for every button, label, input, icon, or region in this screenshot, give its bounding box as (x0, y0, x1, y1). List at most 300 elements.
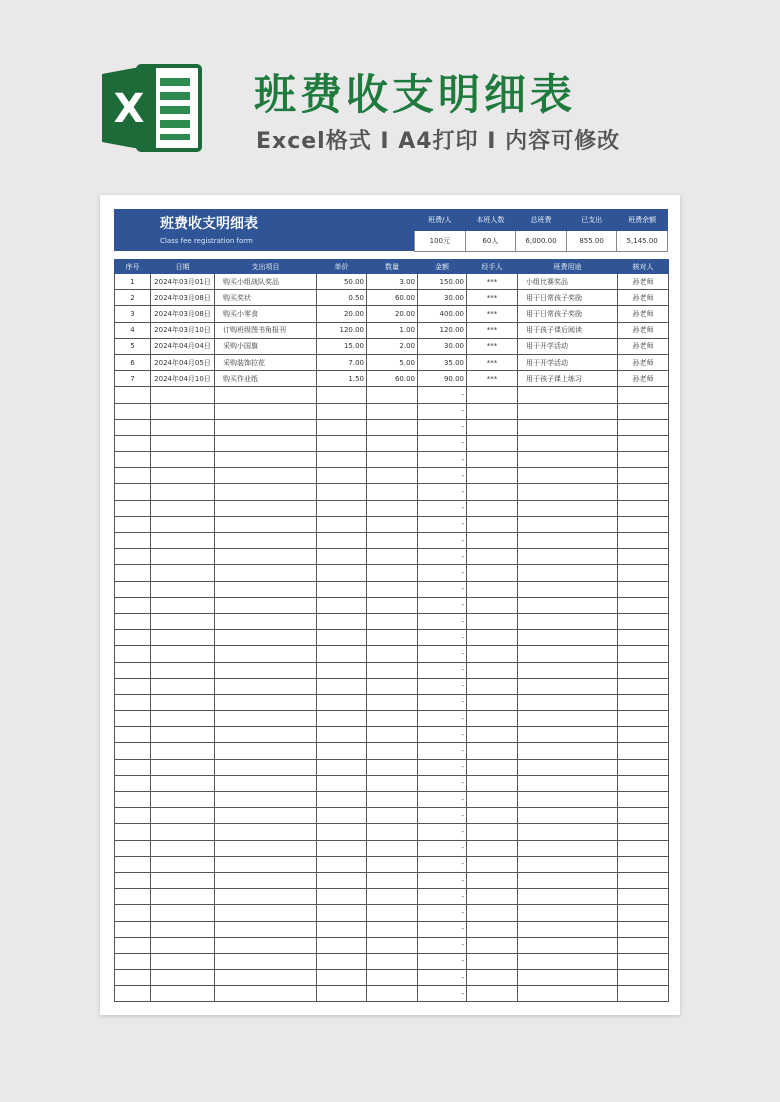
table-cell[interactable] (215, 970, 317, 986)
table-cell[interactable] (115, 613, 151, 629)
table-cell[interactable] (115, 775, 151, 791)
table-cell[interactable]: - (418, 840, 467, 856)
table-cell[interactable] (215, 549, 317, 565)
table-cell[interactable] (367, 808, 418, 824)
table-cell[interactable]: - (418, 792, 467, 808)
table-cell[interactable]: - (418, 387, 467, 403)
table-cell[interactable]: - (418, 549, 467, 565)
table-cell[interactable] (467, 759, 518, 775)
table-cell[interactable]: 0.50 (317, 290, 367, 306)
table-cell[interactable] (215, 953, 317, 969)
table-cell[interactable]: *** (467, 371, 518, 387)
table-cell[interactable] (115, 727, 151, 743)
summary-value[interactable]: 60人 (465, 231, 516, 252)
table-cell[interactable] (317, 646, 367, 662)
table-cell[interactable] (467, 549, 518, 565)
table-cell[interactable] (151, 452, 215, 468)
table-cell[interactable] (151, 937, 215, 953)
table-cell[interactable] (151, 808, 215, 824)
table-cell[interactable] (151, 889, 215, 905)
table-cell[interactable] (518, 516, 618, 532)
table-cell[interactable] (618, 921, 669, 937)
table-cell[interactable] (115, 435, 151, 451)
table-cell[interactable] (518, 419, 618, 435)
table-cell[interactable] (317, 452, 367, 468)
table-cell[interactable]: 2024年03月08日 (151, 290, 215, 306)
table-cell[interactable]: *** (467, 354, 518, 370)
table-cell[interactable]: - (418, 743, 467, 759)
table-cell[interactable] (151, 678, 215, 694)
table-cell[interactable] (115, 468, 151, 484)
table-cell[interactable] (618, 549, 669, 565)
table-cell[interactable]: 5.00 (367, 354, 418, 370)
table-cell[interactable] (618, 808, 669, 824)
table-cell[interactable] (367, 581, 418, 597)
table-cell[interactable] (151, 921, 215, 937)
table-cell[interactable] (467, 905, 518, 921)
table-cell[interactable] (115, 419, 151, 435)
table-cell[interactable]: - (418, 872, 467, 888)
table-cell[interactable] (467, 953, 518, 969)
table-cell[interactable] (618, 500, 669, 516)
table-cell[interactable] (618, 403, 669, 419)
table-cell[interactable] (518, 808, 618, 824)
table-cell[interactable]: - (418, 678, 467, 694)
table-cell[interactable] (618, 759, 669, 775)
table-cell[interactable] (467, 775, 518, 791)
table-cell[interactable] (618, 613, 669, 629)
table-cell[interactable] (151, 840, 215, 856)
table-cell[interactable] (317, 856, 367, 872)
table-cell[interactable]: 购买作业纸 (215, 371, 317, 387)
table-cell[interactable] (317, 581, 367, 597)
table-cell[interactable] (317, 516, 367, 532)
table-cell[interactable]: - (418, 905, 467, 921)
table-cell[interactable]: 7.00 (317, 354, 367, 370)
table-cell[interactable]: *** (467, 338, 518, 354)
table-cell[interactable] (215, 792, 317, 808)
table-cell[interactable]: 用于开学活动 (518, 338, 618, 354)
table-cell[interactable] (518, 387, 618, 403)
table-cell[interactable] (518, 824, 618, 840)
table-cell[interactable] (115, 921, 151, 937)
table-cell[interactable] (518, 484, 618, 500)
table-cell[interactable]: 孙老师 (618, 322, 669, 338)
table-cell[interactable] (151, 662, 215, 678)
table-cell[interactable] (467, 711, 518, 727)
table-cell[interactable] (618, 419, 669, 435)
table-cell[interactable] (618, 727, 669, 743)
table-cell[interactable] (115, 581, 151, 597)
table-cell[interactable]: 120.00 (317, 322, 367, 338)
table-cell[interactable]: 用于日常孩子奖励 (518, 306, 618, 322)
table-cell[interactable] (115, 856, 151, 872)
table-cell[interactable] (151, 387, 215, 403)
table-cell[interactable] (215, 468, 317, 484)
table-cell[interactable] (518, 937, 618, 953)
table-cell[interactable]: 2024年04月04日 (151, 338, 215, 354)
table-cell[interactable] (618, 516, 669, 532)
table-cell[interactable] (317, 792, 367, 808)
table-cell[interactable] (115, 678, 151, 694)
table-cell[interactable] (215, 516, 317, 532)
table-cell[interactable] (151, 792, 215, 808)
table-cell[interactable] (317, 889, 367, 905)
table-cell[interactable] (115, 759, 151, 775)
table-cell[interactable] (215, 435, 317, 451)
table-cell[interactable] (518, 889, 618, 905)
table-cell[interactable]: - (418, 662, 467, 678)
table-cell[interactable] (367, 937, 418, 953)
table-cell[interactable]: - (418, 516, 467, 532)
table-cell[interactable] (115, 500, 151, 516)
table-cell[interactable] (215, 824, 317, 840)
table-cell[interactable]: 购买奖状 (215, 290, 317, 306)
table-cell[interactable] (115, 986, 151, 1002)
table-cell[interactable] (467, 694, 518, 710)
table-cell[interactable] (151, 630, 215, 646)
table-cell[interactable]: 60.00 (367, 290, 418, 306)
table-cell[interactable]: - (418, 403, 467, 419)
table-cell[interactable] (215, 419, 317, 435)
table-cell[interactable] (317, 597, 367, 613)
table-cell[interactable] (467, 484, 518, 500)
table-cell[interactable]: 400.00 (418, 306, 467, 322)
table-cell[interactable]: 用于开学活动 (518, 354, 618, 370)
table-cell[interactable] (367, 824, 418, 840)
table-cell[interactable] (467, 889, 518, 905)
table-cell[interactable]: 孙老师 (618, 274, 669, 290)
table-cell[interactable] (151, 970, 215, 986)
table-cell[interactable]: 2024年03月10日 (151, 322, 215, 338)
table-cell[interactable] (467, 970, 518, 986)
table-cell[interactable] (215, 808, 317, 824)
table-cell[interactable] (317, 678, 367, 694)
table-cell[interactable] (151, 419, 215, 435)
table-cell[interactable] (151, 468, 215, 484)
table-cell[interactable]: 采购装饰拉花 (215, 354, 317, 370)
table-cell[interactable] (367, 613, 418, 629)
table-cell[interactable] (115, 824, 151, 840)
table-cell[interactable] (467, 419, 518, 435)
table-cell[interactable] (215, 856, 317, 872)
table-cell[interactable] (317, 970, 367, 986)
table-cell[interactable] (618, 387, 669, 403)
table-cell[interactable]: - (418, 484, 467, 500)
table-cell[interactable]: - (418, 468, 467, 484)
table-cell[interactable]: - (418, 759, 467, 775)
table-cell[interactable] (367, 549, 418, 565)
table-cell[interactable]: 50.00 (317, 274, 367, 290)
table-cell[interactable] (467, 435, 518, 451)
table-cell[interactable] (115, 549, 151, 565)
table-cell[interactable]: - (418, 419, 467, 435)
table-cell[interactable] (367, 743, 418, 759)
table-cell[interactable]: 采购小国旗 (215, 338, 317, 354)
table-cell[interactable] (467, 516, 518, 532)
table-cell[interactable]: - (418, 824, 467, 840)
table-cell[interactable]: *** (467, 306, 518, 322)
table-cell[interactable] (367, 533, 418, 549)
table-cell[interactable] (618, 872, 669, 888)
table-cell[interactable] (618, 889, 669, 905)
table-cell[interactable]: - (418, 727, 467, 743)
table-cell[interactable] (151, 856, 215, 872)
table-cell[interactable] (367, 630, 418, 646)
table-cell[interactable] (518, 953, 618, 969)
table-cell[interactable] (618, 597, 669, 613)
table-cell[interactable]: 6 (115, 354, 151, 370)
table-cell[interactable] (115, 646, 151, 662)
table-cell[interactable] (215, 872, 317, 888)
table-cell[interactable] (518, 597, 618, 613)
table-cell[interactable] (467, 808, 518, 824)
table-cell[interactable] (518, 986, 618, 1002)
table-cell[interactable]: - (418, 953, 467, 969)
table-cell[interactable]: *** (467, 290, 518, 306)
table-cell[interactable] (618, 840, 669, 856)
table-cell[interactable]: 15.00 (317, 338, 367, 354)
table-cell[interactable]: 订购班级图书角报刊 (215, 322, 317, 338)
table-cell[interactable] (367, 953, 418, 969)
table-cell[interactable]: 120.00 (418, 322, 467, 338)
table-cell[interactable] (115, 743, 151, 759)
table-cell[interactable] (518, 856, 618, 872)
table-cell[interactable]: 购买小组战队奖品 (215, 274, 317, 290)
summary-value[interactable]: 100元 (415, 231, 466, 252)
table-cell[interactable] (115, 516, 151, 532)
table-cell[interactable] (215, 387, 317, 403)
table-cell[interactable]: 60.00 (367, 371, 418, 387)
table-cell[interactable] (115, 840, 151, 856)
table-cell[interactable] (367, 646, 418, 662)
table-cell[interactable] (367, 565, 418, 581)
table-cell[interactable] (151, 759, 215, 775)
table-cell[interactable] (215, 986, 317, 1002)
table-cell[interactable] (151, 727, 215, 743)
table-cell[interactable] (467, 500, 518, 516)
summary-value[interactable]: 6,000.00 (516, 231, 567, 252)
table-cell[interactable] (151, 581, 215, 597)
table-cell[interactable] (317, 840, 367, 856)
table-cell[interactable] (518, 533, 618, 549)
table-cell[interactable]: - (418, 937, 467, 953)
table-cell[interactable] (467, 452, 518, 468)
table-cell[interactable] (215, 565, 317, 581)
table-cell[interactable] (367, 986, 418, 1002)
table-cell[interactable]: 35.00 (418, 354, 467, 370)
table-cell[interactable]: - (418, 889, 467, 905)
summary-value[interactable]: 855.00 (566, 231, 617, 252)
table-cell[interactable] (151, 905, 215, 921)
table-cell[interactable]: 150.00 (418, 274, 467, 290)
table-cell[interactable] (518, 500, 618, 516)
table-cell[interactable] (215, 403, 317, 419)
table-cell[interactable] (115, 905, 151, 921)
table-cell[interactable]: 用于孩子课后阅读 (518, 322, 618, 338)
table-cell[interactable] (367, 775, 418, 791)
table-cell[interactable] (518, 613, 618, 629)
table-cell[interactable] (467, 792, 518, 808)
table-cell[interactable] (367, 727, 418, 743)
table-cell[interactable] (317, 549, 367, 565)
table-cell[interactable] (618, 662, 669, 678)
table-cell[interactable] (317, 662, 367, 678)
table-cell[interactable] (215, 500, 317, 516)
table-cell[interactable] (367, 403, 418, 419)
table-cell[interactable] (467, 613, 518, 629)
table-cell[interactable]: 20.00 (367, 306, 418, 322)
table-cell[interactable] (317, 387, 367, 403)
table-cell[interactable]: - (418, 646, 467, 662)
table-cell[interactable] (367, 840, 418, 856)
table-cell[interactable] (518, 549, 618, 565)
table-cell[interactable] (618, 856, 669, 872)
table-cell[interactable]: 购买小零食 (215, 306, 317, 322)
table-cell[interactable]: - (418, 597, 467, 613)
table-cell[interactable] (518, 630, 618, 646)
table-cell[interactable] (115, 889, 151, 905)
table-cell[interactable] (215, 921, 317, 937)
table-cell[interactable] (151, 597, 215, 613)
table-cell[interactable] (518, 970, 618, 986)
table-cell[interactable] (467, 630, 518, 646)
table-cell[interactable]: 用于日常孩子奖励 (518, 290, 618, 306)
table-cell[interactable] (215, 662, 317, 678)
table-cell[interactable] (115, 597, 151, 613)
table-cell[interactable] (115, 662, 151, 678)
table-cell[interactable] (367, 387, 418, 403)
table-cell[interactable] (151, 694, 215, 710)
table-cell[interactable] (618, 533, 669, 549)
table-cell[interactable] (367, 759, 418, 775)
table-cell[interactable] (518, 662, 618, 678)
table-cell[interactable] (467, 856, 518, 872)
table-cell[interactable] (115, 403, 151, 419)
table-cell[interactable] (317, 986, 367, 1002)
table-cell[interactable]: 小组比赛奖品 (518, 274, 618, 290)
table-cell[interactable] (467, 840, 518, 856)
table-cell[interactable] (518, 678, 618, 694)
table-cell[interactable] (115, 387, 151, 403)
table-cell[interactable] (151, 484, 215, 500)
table-cell[interactable]: 5 (115, 338, 151, 354)
table-cell[interactable] (215, 727, 317, 743)
table-cell[interactable] (518, 646, 618, 662)
table-cell[interactable] (151, 775, 215, 791)
table-cell[interactable] (618, 581, 669, 597)
table-cell[interactable] (367, 889, 418, 905)
table-cell[interactable] (317, 937, 367, 953)
table-cell[interactable] (518, 792, 618, 808)
table-cell[interactable] (151, 500, 215, 516)
table-cell[interactable]: - (418, 921, 467, 937)
table-cell[interactable]: - (418, 711, 467, 727)
table-cell[interactable] (467, 565, 518, 581)
table-cell[interactable] (618, 565, 669, 581)
table-cell[interactable]: 2024年03月08日 (151, 306, 215, 322)
table-cell[interactable] (518, 452, 618, 468)
table-cell[interactable] (317, 565, 367, 581)
table-cell[interactable] (618, 630, 669, 646)
table-cell[interactable] (467, 921, 518, 937)
table-cell[interactable] (518, 581, 618, 597)
table-cell[interactable]: 孙老师 (618, 338, 669, 354)
table-cell[interactable] (467, 824, 518, 840)
table-cell[interactable] (518, 921, 618, 937)
table-cell[interactable]: - (418, 500, 467, 516)
table-cell[interactable] (317, 435, 367, 451)
table-cell[interactable]: - (418, 565, 467, 581)
table-cell[interactable] (151, 646, 215, 662)
table-cell[interactable] (467, 597, 518, 613)
table-cell[interactable] (367, 792, 418, 808)
table-cell[interactable]: - (418, 808, 467, 824)
table-cell[interactable] (467, 743, 518, 759)
table-cell[interactable]: 90.00 (418, 371, 467, 387)
table-cell[interactable] (618, 792, 669, 808)
table-cell[interactable] (317, 468, 367, 484)
table-cell[interactable] (151, 565, 215, 581)
table-cell[interactable] (115, 630, 151, 646)
table-cell[interactable] (467, 468, 518, 484)
table-cell[interactable] (215, 597, 317, 613)
table-cell[interactable]: 用于孩子课上练习 (518, 371, 618, 387)
table-cell[interactable] (518, 775, 618, 791)
table-cell[interactable] (151, 516, 215, 532)
table-cell[interactable] (317, 500, 367, 516)
table-cell[interactable] (367, 435, 418, 451)
table-cell[interactable] (618, 937, 669, 953)
table-cell[interactable]: *** (467, 322, 518, 338)
table-cell[interactable] (618, 905, 669, 921)
table-cell[interactable]: 1.00 (367, 322, 418, 338)
summary-value[interactable]: 5,145.00 (617, 231, 668, 252)
table-cell[interactable]: 孙老师 (618, 371, 669, 387)
table-cell[interactable] (518, 872, 618, 888)
table-cell[interactable]: 孙老师 (618, 306, 669, 322)
table-cell[interactable] (317, 824, 367, 840)
table-cell[interactable] (618, 711, 669, 727)
table-cell[interactable] (317, 872, 367, 888)
table-cell[interactable] (151, 613, 215, 629)
table-cell[interactable] (367, 711, 418, 727)
table-cell[interactable]: 2 (115, 290, 151, 306)
table-cell[interactable] (367, 452, 418, 468)
table-cell[interactable] (467, 387, 518, 403)
table-cell[interactable] (518, 435, 618, 451)
table-cell[interactable]: 30.00 (418, 338, 467, 354)
table-cell[interactable] (151, 986, 215, 1002)
table-cell[interactable] (467, 662, 518, 678)
table-cell[interactable]: - (418, 435, 467, 451)
table-cell[interactable] (151, 743, 215, 759)
table-cell[interactable] (317, 921, 367, 937)
table-cell[interactable] (367, 516, 418, 532)
table-cell[interactable] (317, 727, 367, 743)
table-cell[interactable] (317, 759, 367, 775)
table-cell[interactable] (115, 792, 151, 808)
table-cell[interactable] (518, 565, 618, 581)
table-cell[interactable] (618, 743, 669, 759)
table-cell[interactable]: - (418, 775, 467, 791)
table-cell[interactable] (518, 727, 618, 743)
table-cell[interactable]: 3.00 (367, 274, 418, 290)
table-cell[interactable] (115, 872, 151, 888)
table-cell[interactable]: - (418, 630, 467, 646)
table-cell[interactable] (367, 500, 418, 516)
table-cell[interactable] (151, 533, 215, 549)
